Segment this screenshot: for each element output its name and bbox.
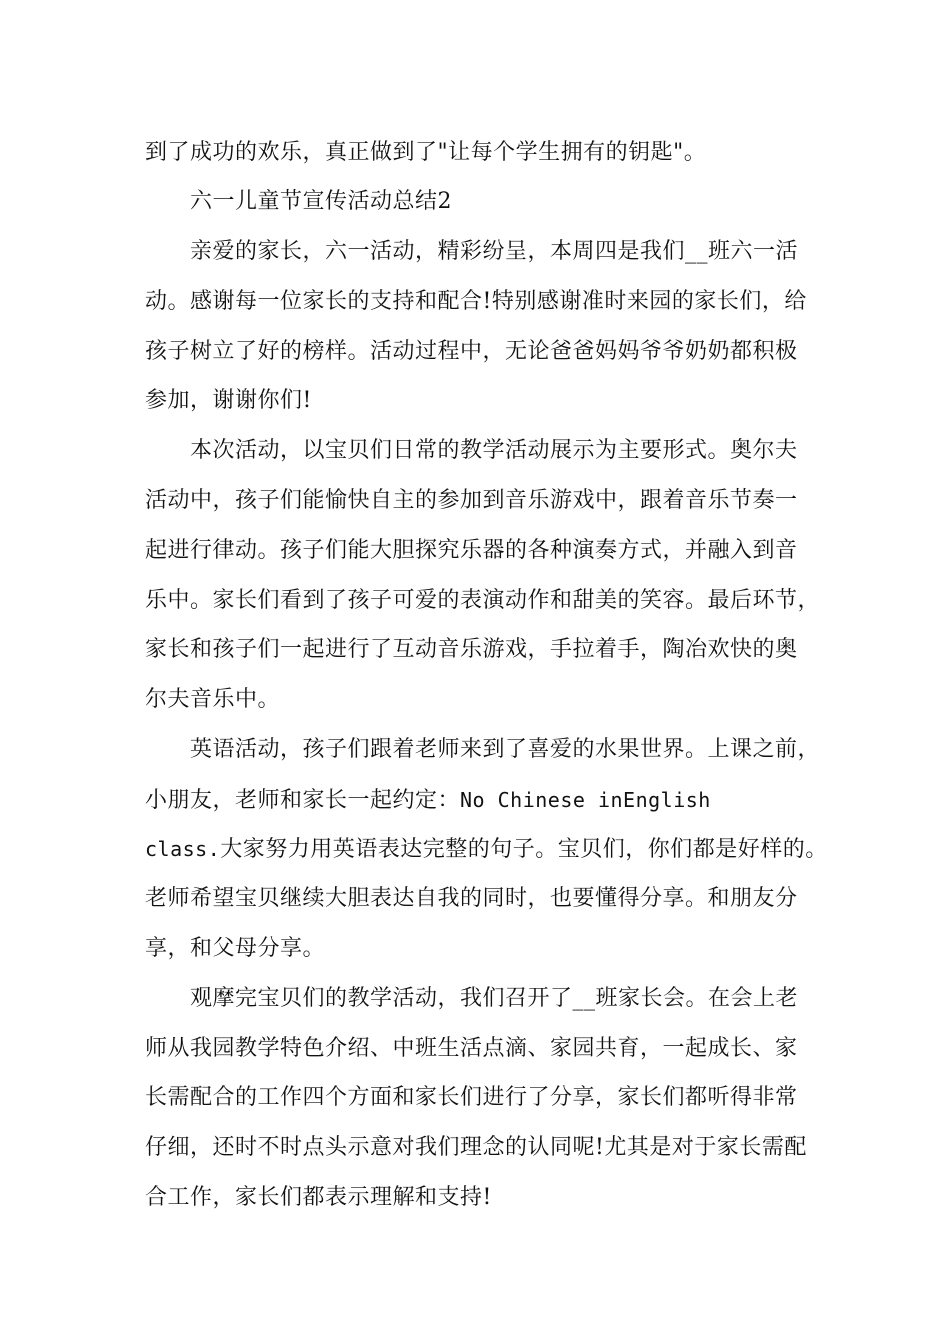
text-line: 仔细，还时不时点头示意对我们理念的认同呢!尤其是对于家长需配 — [145, 1135, 807, 1160]
text-line: 活动中，孩子们能愉快自主的参加到音乐游戏中，跟着音乐节奏一 — [145, 488, 798, 513]
english-text: class. — [145, 837, 221, 861]
text-line: 参加，谢谢你们! — [145, 388, 312, 413]
text-line: 合工作，家长们都表示理解和支持! — [145, 1185, 492, 1210]
text-line — [145, 786, 711, 815]
text-segment: 小朋友，老师和家长一起约定： — [145, 788, 461, 813]
text-line: 英语活动，孩子们跟着老师来到了喜爱的水果世界。上课之前， — [190, 737, 821, 762]
text-line: 老师希望宝贝继续大胆表达自我的同时，也要懂得分享。和朋友分 — [145, 886, 798, 911]
text-line: 到了成功的欢乐，真正做到了"让每个学生拥有的钥匙"。 — [145, 140, 707, 165]
text-line: 孩子树立了好的榜样。活动过程中，无论爸爸妈妈爷爷奶奶都积极 — [145, 339, 798, 364]
text-line: 家长和孩子们一起进行了互动音乐游戏，手拉着手，陶冶欢快的奥 — [145, 637, 798, 662]
text-line: 尔夫音乐中。 — [145, 687, 281, 712]
text-line: 亲爱的家长，六一活动，精彩纷呈，本周四是我们__班六一活 — [190, 239, 799, 264]
text-line: 动。感谢每一位家长的支持和配合!特别感谢准时来园的家长们，给 — [145, 289, 807, 314]
text-line — [145, 835, 828, 864]
section-heading: 六一儿童节宣传活动总结2 — [190, 189, 452, 214]
text-line: 长需配合的工作四个方面和家长们进行了分享，家长们都听得非常 — [145, 1085, 798, 1110]
text-line: 本次活动，以宝贝们日常的教学活动展示为主要形式。奥尔夫 — [190, 438, 798, 463]
text-line: 乐中。家长们看到了孩子可爱的表演动作和甜美的笑容。最后环节， — [145, 588, 821, 613]
text-line: 观摩完宝贝们的教学活动，我们召开了__班家长会。在会上老 — [190, 986, 799, 1011]
text-line: 师从我园教学特色介绍、中班生活点滴、家园共育，一起成长、家 — [145, 1036, 798, 1061]
text-line: 起进行律动。孩子们能大胆探究乐器的各种演奏方式，并融入到音 — [145, 538, 798, 563]
text-segment: 大家努力用英语表达完整的句子。宝贝们，你们都是好样的。 — [220, 837, 828, 862]
text-line: 享，和父母分享。 — [145, 936, 326, 961]
english-text: No Chinese inEnglish — [460, 788, 711, 812]
